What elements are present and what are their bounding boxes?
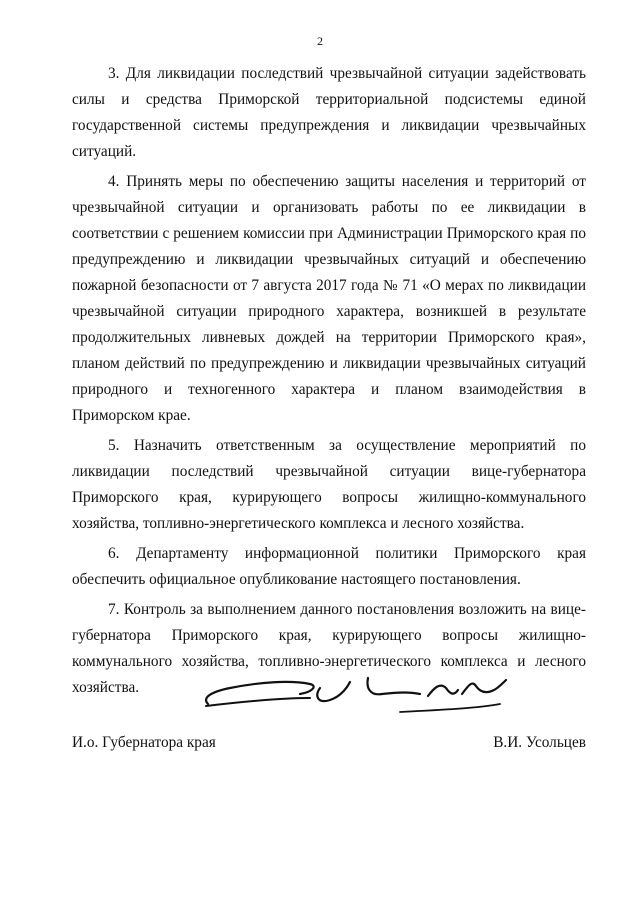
- paragraph-6: 6. Департаменту информационной политики Приморского края обеспечить официальное опубликование настоящего постановления.: [72, 545, 586, 588]
- document-body: [72, 61, 586, 705]
- signatory-position: И.о. Губернатора края: [72, 734, 216, 751]
- handwritten-signature: [200, 668, 510, 718]
- paragraph-4: 4. Принять меры по обеспечению защиты населения и территорий от чрезвычайной ситуации и организовать работы по ее ликвидации в соответствии с решением комиссии при Администрации Приморского края по предупреждению и ликвидации чрезвычайных ситуаций и обеспечению пожарной безопасности от 7 августа 2017 года № 71 «О мерах по ликвидации чрезвычайной ситуации природного характера, возникшей в результате продолжительных ливневых дождей на территории Приморского края», планом действий по предупреждению и ликвидации чрезвычайных ситуаций природного и техногенного характера и планом взаимодействия в Приморском крае.: [72, 173, 586, 424]
- paragraph-3: 3. Для ликвидации последствий чрезвычайной ситуации задействовать силы и средства Приморской территориальной подсистемы единой государственной системы предупреждения и ликвидации чрезвычайных ситуаций.: [72, 65, 586, 160]
- paragraph-7: 7. Контроль за выполнением данного постановления возложить на вице-губернатора Приморского края, курирующего вопросы жилищно-коммунального хозяйства, топливно-энергетического комплекса и лесного хозяйства.: [72, 601, 586, 696]
- paragraph-5: 5. Назначить ответственным за осуществление мероприятий по ликвидации последствий чрезвычайной ситуации вице-губернатора Приморского края, курирующего вопросы жилищно-коммунального хозяйства, топливно-энергетического комплекса и лесного хозяйства.: [72, 437, 586, 532]
- page-number: 2: [317, 34, 323, 48]
- signatory-name: В.И. Усольцев: [493, 734, 586, 751]
- signature-block: [72, 733, 586, 753]
